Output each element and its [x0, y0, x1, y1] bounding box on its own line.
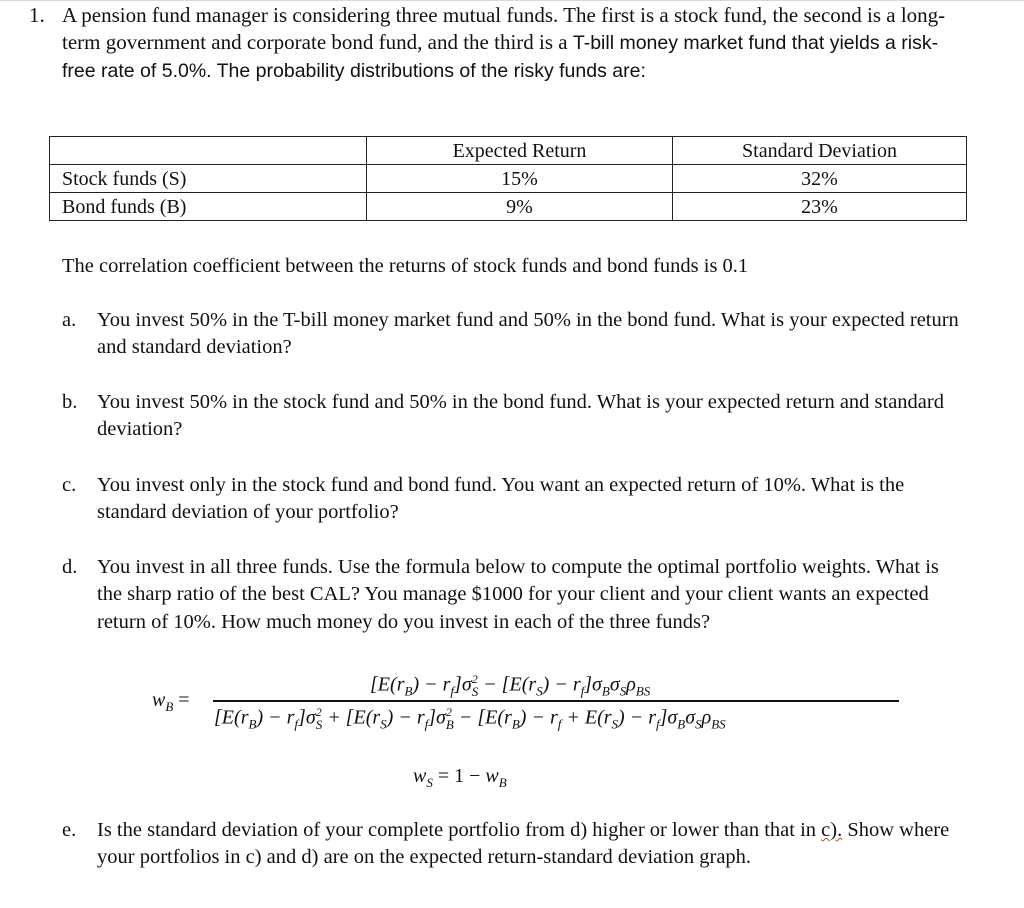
part-a-label: a.	[62, 309, 77, 331]
spellcheck-marked-text: c).	[821, 819, 843, 841]
intro-part1: A pension fund manager is considering three mutual funds. The first is a stock fund, the second is a long-term government and corporate bond fund, and the third is a	[62, 3, 946, 54]
question-intro	[62, 2, 962, 85]
table-header-std-dev: Standard Deviation	[673, 137, 967, 165]
part-c-label: c.	[62, 474, 77, 496]
row-expected-return: 15%	[367, 165, 673, 193]
formula-wb-lhs: $w_B$ =	[152, 689, 190, 714]
part-d-text: You invest in all three funds. Use the formula below to compute the optimal portfolio weights. What is the sharp ratio of the best CAL? You manage $1000 for your client and your client wants an expected return of 10%. How much money do you invest in each of the three funds?	[97, 556, 939, 633]
part-c-text: You invest only in the stock fund and bond fund. You want an expected return of 10%. What is the standard deviation of your portfolio?	[97, 474, 905, 524]
part-e-text	[97, 817, 967, 872]
formula-numerator: $[E(r_B) - r_f]\sigma^2_S - [E(r_S) - r_f]\sigma_B\sigma_S\rho_{BS}$	[370, 672, 651, 699]
intro-tbill: T-bill money market fund that yields a risk-free rate of 5.0%. The probability distributions of the risky funds are:	[62, 32, 939, 82]
table-header-expected-return: Expected Return	[367, 137, 673, 165]
part-e-text-before: Is the standard deviation of your complete portfolio from d) higher or lower than that in	[97, 819, 822, 841]
part-b-text: You invest 50% in the stock fund and 50% in the bond fund. What is your expected return and standard deviation?	[97, 391, 944, 441]
top-border	[0, 0, 1024, 1]
correlation-text: The correlation coefficient between the returns of stock funds and bond funds is 0.1	[62, 255, 749, 277]
table-row	[50, 193, 967, 221]
row-expected-return: 9%	[367, 193, 673, 221]
formula-fraction-bar	[213, 700, 899, 702]
formula-denominator: $[E(r_B) - r_f]\sigma^2_S + [E(r_S) - r_f]\sigma^2_B - [E(r_B) - r_f + E(r_S) - r_f]\sigma_B\sigma_S\rho_{BS}$	[214, 705, 726, 732]
question-number: 1.	[29, 3, 45, 27]
part-e-text-after: Show where your portfolios in c) and d) are on the expected return-standard deviation graph.	[97, 819, 950, 869]
part-e-label: e.	[62, 819, 77, 841]
table-header-row	[50, 137, 967, 165]
part-d-label: d.	[62, 556, 78, 578]
table-header-empty	[50, 137, 367, 165]
distribution-table	[49, 136, 967, 221]
row-std-dev: 23%	[673, 193, 967, 221]
table-row	[50, 165, 967, 193]
part-a-text: You invest 50% in the T-bill money market fund and 50% in the bond fund. What is your expected return and standard deviation?	[97, 309, 959, 359]
row-name: Stock funds (S)	[50, 165, 367, 193]
row-name: Bond funds (B)	[50, 193, 367, 221]
row-std-dev: 32%	[673, 165, 967, 193]
part-b-label: b.	[62, 391, 78, 413]
formula-ws: $w_S = 1 - w_B$	[413, 765, 507, 790]
